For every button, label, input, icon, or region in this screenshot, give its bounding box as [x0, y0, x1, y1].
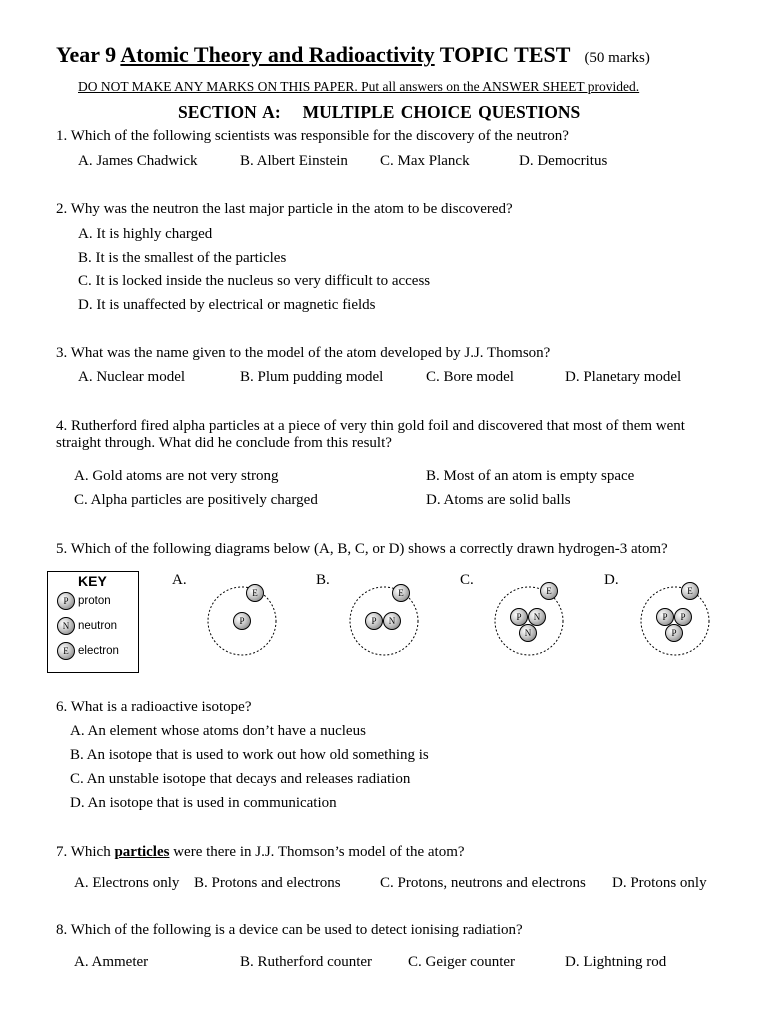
q1-option-b: B. Albert Einstein	[240, 153, 348, 169]
diagram-b-label: B.	[316, 572, 330, 588]
q8-option-d: D. Lightning rod	[565, 954, 667, 970]
q7-option-a: A. Electrons only	[74, 875, 180, 891]
particle-key	[47, 571, 139, 673]
q2-option-a: A. It is highly charged	[78, 226, 213, 242]
q8-option-b: B. Rutherford counter	[240, 954, 373, 970]
diagram-d-label: D.	[604, 572, 619, 588]
q3-option-a: A. Nuclear model	[78, 369, 186, 385]
q7-text-after: were there in J.J. Thomson’s model of the atom?	[169, 844, 465, 860]
nucleon-c-1: P	[510, 608, 528, 626]
electron-c: E	[540, 582, 558, 600]
title-prefix: Year 9	[56, 42, 121, 67]
electron-b: E	[392, 584, 410, 602]
nucleon-b-2: N	[383, 612, 401, 630]
q4-option-c: C. Alpha particles are positively charged	[74, 492, 318, 508]
key-row-proton	[57, 592, 111, 610]
total-marks: (50 marks)	[584, 50, 650, 66]
section-label: SECTION A:	[178, 102, 281, 122]
q6-option-c: C. An unstable isotope that decays and releases radiation	[70, 771, 411, 787]
page-title	[56, 42, 650, 68]
q4-option-d: D. Atoms are solid balls	[426, 492, 571, 508]
q8-option-c: C. Geiger counter	[408, 954, 516, 970]
nucleon-d-1: P	[656, 608, 674, 626]
nucleon-b-1: P	[365, 612, 383, 630]
q7-text-before: 7. Which	[56, 844, 115, 860]
q7-text-emphasis: particles	[114, 844, 170, 860]
atom-diagram-c	[492, 584, 566, 663]
q7-option-b: B. Protons and electrons	[194, 875, 341, 891]
title-suffix: TOPIC TEST	[434, 42, 571, 67]
electron-icon: E	[57, 642, 75, 660]
question-4-text-line1: 4. Rutherford fired alpha particles at a piece of very thin gold foil and discovered that most of them went	[56, 418, 685, 434]
q8-option-a: A. Ammeter	[74, 954, 149, 970]
diagram-c-label: C.	[460, 572, 474, 588]
q1-option-d: D. Democritus	[519, 153, 608, 169]
section-title: MULTIPLE CHOICE QUESTIONS	[302, 102, 581, 122]
key-row-electron	[57, 642, 119, 660]
q7-option-c: C. Protons, neutrons and electrons	[380, 875, 586, 891]
nucleon-d-3: P	[665, 624, 683, 642]
q7-option-d: D. Protons only	[612, 875, 707, 891]
proton-icon: P	[57, 592, 75, 610]
q3-option-b: B. Plum pudding model	[240, 369, 384, 385]
q6-option-d: D. An isotope that is used in communication	[70, 795, 337, 811]
q3-option-c: C. Bore model	[426, 369, 514, 385]
key-label-neutron: neutron	[78, 620, 118, 632]
neutron-icon: N	[57, 617, 75, 635]
title-topic: Atomic Theory and Radioactivity	[120, 42, 435, 67]
section-heading	[178, 102, 580, 123]
atom-diagram-a	[205, 584, 279, 663]
q2-option-d: D. It is unaffected by electrical or magnetic fields	[78, 297, 376, 313]
question-4-text-line2: straight through. What did he conclude from this result?	[56, 435, 392, 451]
diagram-a-label: A.	[172, 572, 187, 588]
question-5-text: 5. Which of the following diagrams below (A, B, C, or D) shows a correctly drawn hydrogen-3 atom?	[56, 541, 668, 557]
q2-option-b: B. It is the smallest of the particles	[78, 250, 287, 266]
electron-d: E	[681, 582, 699, 600]
key-label-proton: proton	[78, 595, 111, 607]
key-label-electron: electron	[78, 645, 119, 657]
key-title: KEY	[78, 573, 107, 589]
q4-option-b: B. Most of an atom is empty space	[426, 468, 635, 484]
q6-option-b: B. An isotope that is used to work out how old something is	[70, 747, 429, 763]
nucleon-c-2: N	[528, 608, 546, 626]
atom-diagram-b	[347, 584, 421, 663]
q6-option-a: A. An element whose atoms don’t have a nucleus	[70, 723, 366, 739]
question-6-text: 6. What is a radioactive isotope?	[56, 699, 252, 715]
q2-option-c: C. It is locked inside the nucleus so very difficult to access	[78, 273, 431, 289]
electron-a: E	[246, 584, 264, 602]
nucleon-c-3: N	[519, 624, 537, 642]
q1-option-a: A. James Chadwick	[78, 153, 198, 169]
q1-option-c: C. Max Planck	[380, 153, 470, 169]
q4-option-a: A. Gold atoms are not very strong	[74, 468, 279, 484]
question-1-text: 1. Which of the following scientists was responsible for the discovery of the neutron?	[56, 128, 569, 144]
nucleon-d-2: P	[674, 608, 692, 626]
q3-option-d: D. Planetary model	[565, 369, 682, 385]
question-7-text	[56, 844, 465, 861]
instruction-note: DO NOT MAKE ANY MARKS ON THIS PAPER. Put all answers on the ANSWER SHEET provided.	[78, 79, 640, 94]
nucleon-a-1: P	[233, 612, 251, 630]
question-8-text: 8. Which of the following is a device can be used to detect ionising radiation?	[56, 922, 523, 938]
key-row-neutron	[57, 617, 117, 635]
question-2-text: 2. Why was the neutron the last major particle in the atom to be discovered?	[56, 201, 513, 217]
question-3-text: 3. What was the name given to the model of the atom developed by J.J. Thomson?	[56, 345, 551, 361]
atom-diagram-d	[638, 584, 712, 663]
